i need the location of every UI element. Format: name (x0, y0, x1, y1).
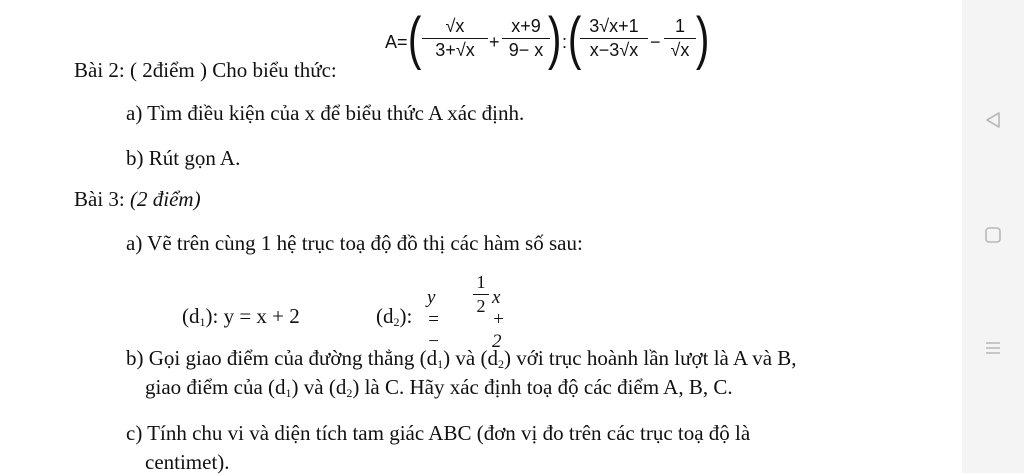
left-paren-1: ( (407, 6, 422, 71)
d2-fraction-den: 2 (476, 296, 486, 316)
bai3-part-b-line2 (145, 374, 733, 400)
bai2-heading: Bài 2: ( 2điểm ) Cho biểu thức: (74, 58, 337, 82)
b2-mid: ) và (d (291, 375, 347, 399)
fraction-1 (422, 16, 488, 61)
fraction-3 (580, 16, 648, 61)
d1-equation: y = x + 2 (223, 304, 300, 328)
b1-post: ) với trục hoành lần lượt là A và B, (503, 346, 797, 370)
left-paren-2: ( (567, 6, 582, 71)
fraction-1-numerator: √x (422, 16, 488, 39)
home-square-icon (984, 226, 1002, 244)
bai3-part-b-line1 (126, 345, 797, 371)
fraction-3-numerator: 3√x+1 (580, 16, 648, 39)
menu-button[interactable] (962, 340, 1024, 361)
fraction-4-numerator: 1 (664, 16, 696, 39)
fraction-4 (664, 16, 696, 61)
line-d2-label: $(d_2)$: (376, 304, 413, 329)
bai3-points: (2 điểm) (130, 187, 201, 211)
b2-pre: giao điểm của (d (145, 375, 286, 399)
bai2-part-a: a) Tìm điều kiện của x để biểu thức A xác định. (126, 101, 525, 125)
back-button[interactable] (962, 110, 1024, 135)
b2-sub1: 1 (285, 386, 292, 400)
d1-subscript: 1 (199, 315, 206, 329)
bai3-part-c-line1: c) Tính chu vi và diện tích tam giác ABC (đơn vị đo trên các trục toạ độ là (126, 421, 751, 445)
b1-mid: ) và (d (443, 346, 498, 370)
bai2-part-b: b) Rút gọn A. (126, 146, 241, 170)
android-nav-bar (962, 0, 1024, 473)
d2-fraction-num: 1 (473, 272, 489, 295)
b1-sub2: 2 (497, 357, 504, 371)
back-triangle-icon (983, 110, 1003, 130)
d2-eq-rhs: x + 2 (492, 287, 505, 352)
d2-eq-lhs: y = − (427, 287, 440, 352)
b1-pre: b) Gọi giao điểm của đường thẳng (d (126, 346, 438, 370)
right-paren-1: ) (547, 6, 562, 71)
fraction-2-numerator: x+9 (502, 16, 550, 39)
b2-sub2: 2 (346, 386, 353, 400)
bai3-label: Bài 3: (74, 187, 125, 211)
fraction-3-denominator: x−3√x (589, 40, 639, 60)
formula-lhs: A= (385, 32, 408, 52)
d2-fraction (473, 272, 489, 317)
right-paren-2: ) (695, 6, 710, 71)
fraction-2-denominator: 9− x (508, 40, 544, 60)
fraction-1-denominator: 3+√x (435, 40, 475, 60)
colon-sign: : (562, 32, 568, 52)
bai3-part-a: a) Vẽ trên cùng 1 hệ trục toạ độ đồ thị các hàm số sau: (126, 231, 583, 255)
menu-lines-icon (984, 340, 1002, 356)
b1-sub1: 1 (437, 357, 444, 371)
bai3-part-c-line2: centimet). (145, 450, 230, 474)
home-button[interactable] (962, 226, 1024, 249)
fraction-2 (502, 16, 550, 61)
d2-subscript: 2 (393, 315, 400, 329)
minus-sign: − (650, 32, 661, 52)
plus-sign: + (489, 32, 500, 52)
line-d1: $(d_1)$: y = x + 2 (182, 304, 300, 329)
fraction-4-denominator: √x (670, 40, 690, 60)
b2-post: ) là C. Hãy xác định toạ độ các điểm A, B, C. (352, 375, 733, 399)
bai3-heading (74, 186, 201, 212)
